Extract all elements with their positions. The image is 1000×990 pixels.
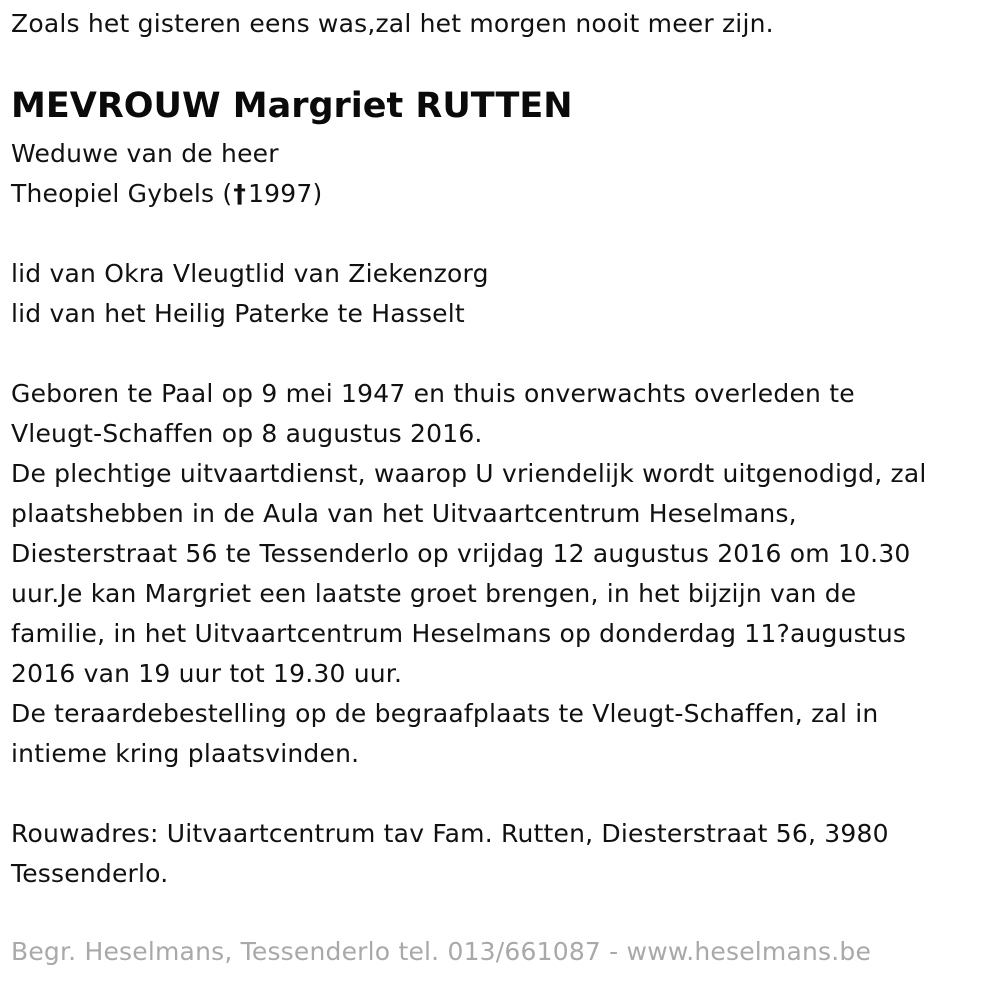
detail-line: 2016 van 19 uur tot 19.30 uur. — [11, 659, 403, 688]
spouse-name: Theopiel Gybels ( — [11, 179, 233, 208]
motto-text: Zoals het gisteren eens was,zal het morgen nooit meer zijn. — [11, 9, 774, 38]
spouse-block — [11, 134, 322, 214]
detail-line: Diesterstraat 56 te Tessenderlo op vrijdag 12 augustus 2016 om 10.30 — [11, 539, 911, 568]
detail-line: intieme kring plaatsvinden. — [11, 739, 360, 768]
memberships-block — [11, 254, 489, 334]
death-cross-icon: † — [233, 179, 247, 208]
detail-line: uur.Je kan Margriet een laatste groet brengen, in het bijzijn van de — [11, 579, 857, 608]
membership-line: lid van het Heilig Paterke te Hasselt — [11, 299, 465, 328]
detail-line: De plechtige uitvaartdienst, waarop U vriendelijk wordt uitgenodigd, zal — [11, 459, 927, 488]
detail-line: De teraardebestelling op de begraafplaats te Vleugt-Schaffen, zal in — [11, 699, 879, 728]
detail-line: Geboren te Paal op 9 mei 1947 en thuis onverwachts overleden te — [11, 379, 855, 408]
address-line: Tessenderlo. — [11, 859, 169, 888]
spouse-line — [11, 174, 322, 214]
detail-line: plaatshebben in de Aula van het Uitvaartcentrum Heselmans, — [11, 499, 797, 528]
widow-line: Weduwe van de heer — [11, 139, 279, 168]
detail-line: Vleugt-Schaffen op 8 augustus 2016. — [11, 419, 483, 448]
detail-line: familie, in het Uitvaartcentrum Heselmans op donderdag 11?augustus — [11, 619, 907, 648]
address-block — [11, 814, 889, 894]
footer-credit: Begr. Heselmans, Tessenderlo tel. 013/661087 - www.heselmans.be — [11, 937, 872, 966]
membership-line: lid van Okra Vleugtlid van Ziekenzorg — [11, 259, 489, 288]
address-line: Rouwadres: Uitvaartcentrum tav Fam. Rutten, Diesterstraat 56, 3980 — [11, 819, 889, 848]
details-block — [11, 374, 927, 774]
deceased-name: MEVROUW Margriet RUTTEN — [11, 86, 573, 126]
spouse-death-year: 1997) — [248, 179, 323, 208]
